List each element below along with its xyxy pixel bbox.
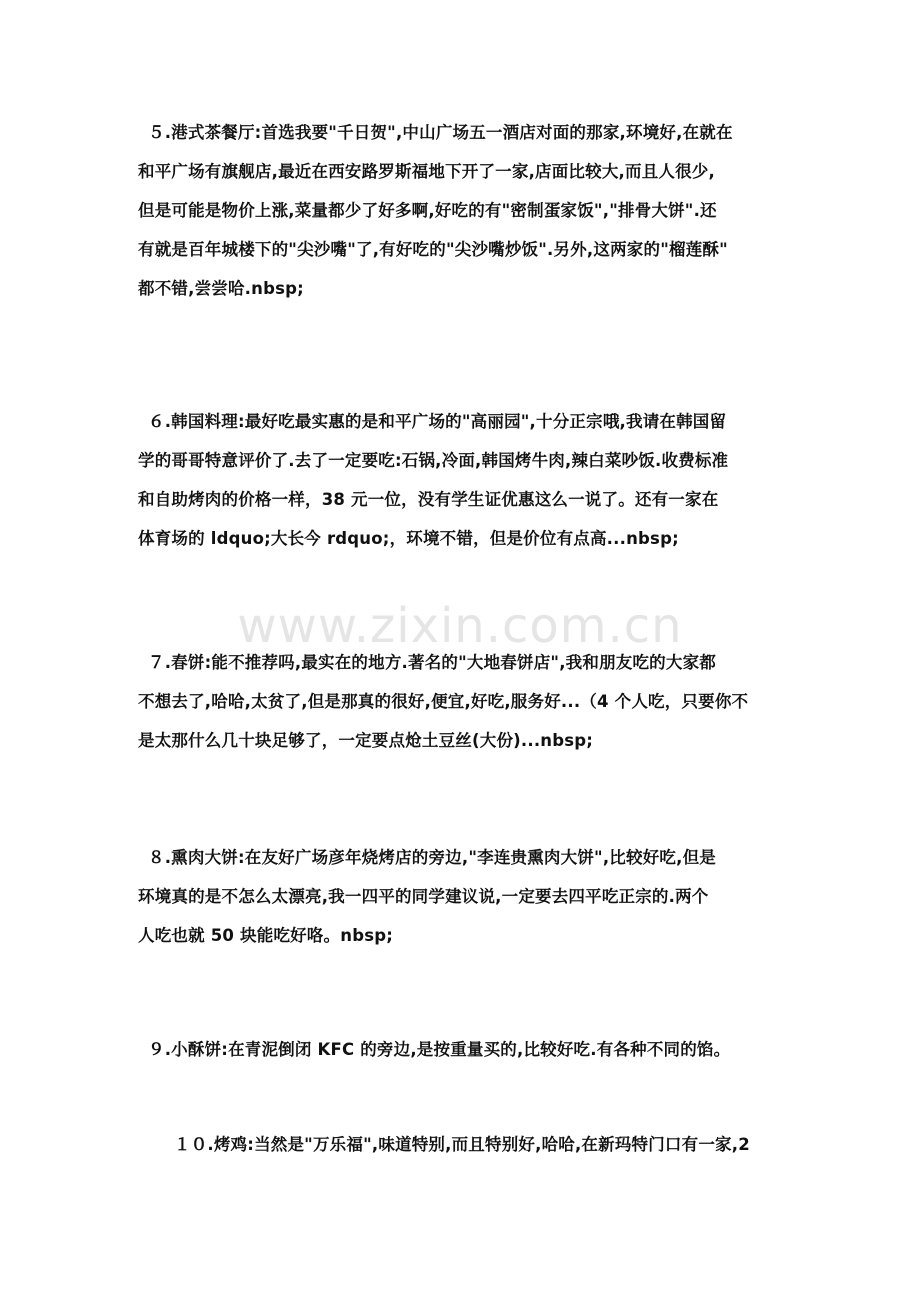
paragraph-item-8	[138, 838, 788, 955]
text-line: 体育场的 ldquo;大长今 rdquo;，环境不错，但是价位有点高...nbsp;	[138, 529, 679, 548]
text-line: 有就是百年城楼下的"尖沙嘴"了,有好吃的"尖沙嘴炒饭".另外,这两家的"榴莲酥"	[138, 240, 728, 259]
text-line: ６.韩国料理:最好吃最实惠的是和平广场的"高丽园",十分正宗哦,我请在韩国留	[148, 412, 727, 431]
text-line: ５.港式茶餐厅:首选我要"千日贺",中山广场五一酒店对面的那家,环境好,在就在	[148, 123, 733, 142]
text-line: １０.烤鸡:当然是"万乐福",味道特别,而且特别好,哈哈,在新玛特门口有一家,2	[174, 1135, 750, 1154]
text-line: 但是可能是物价上涨,菜量都少了好多啊,好吃的有"密制蛋家饭","排骨大饼".还	[138, 201, 717, 220]
paragraph-item-5	[138, 113, 788, 308]
watermark: www.zixin.com.cn	[237, 598, 683, 654]
text-line: 都不错,尝尝哈.nbsp;	[138, 279, 304, 298]
paragraph-item-7	[138, 643, 788, 760]
text-line: 环境真的是不怎么太漂亮,我一四平的同学建议说,一定要去四平吃正宗的.两个	[138, 887, 709, 906]
text-line: 人吃也就 50 块能吃好咯。nbsp;	[138, 926, 394, 945]
text-line: 和平广场有旗舰店,最近在西安路罗斯福地下开了一家,店面比较大,而且人很少,	[138, 162, 715, 181]
text-line: 和自助烤肉的价格一样，38 元一位，没有学生证优惠这么一说了。还有一家在	[138, 490, 719, 509]
paragraph-item-6	[138, 402, 788, 558]
text-line: ７.春饼:能不推荐吗,最实在的地方.著名的"大地春饼店",我和朋友吃的大家都	[148, 653, 716, 672]
text-line: 不想去了,哈哈,太贫了,但是那真的很好,便宜,好吃,服务好...（4 个人吃，只要你不	[138, 692, 749, 711]
paragraph-item-10	[138, 1125, 788, 1164]
text-line: 是太那什么几十块足够了，一定要点炝土豆丝(大份)...nbsp;	[138, 731, 594, 750]
text-line: 学的哥哥特意评价了.去了一定要吃:石锅,冷面,韩国烤牛肉,辣白菜吵饭.收费标准	[138, 451, 729, 470]
paragraph-item-9	[138, 1030, 788, 1069]
text-line: ８.熏肉大饼:在友好广场彦年烧烤店的旁边,"李连贵熏肉大饼",比较好吃,但是	[148, 848, 716, 867]
text-line: ９.小酥饼:在青泥倒闭 KFC 的旁边,是按重量买的,比较好吃.有各种不同的馅。	[148, 1040, 731, 1059]
